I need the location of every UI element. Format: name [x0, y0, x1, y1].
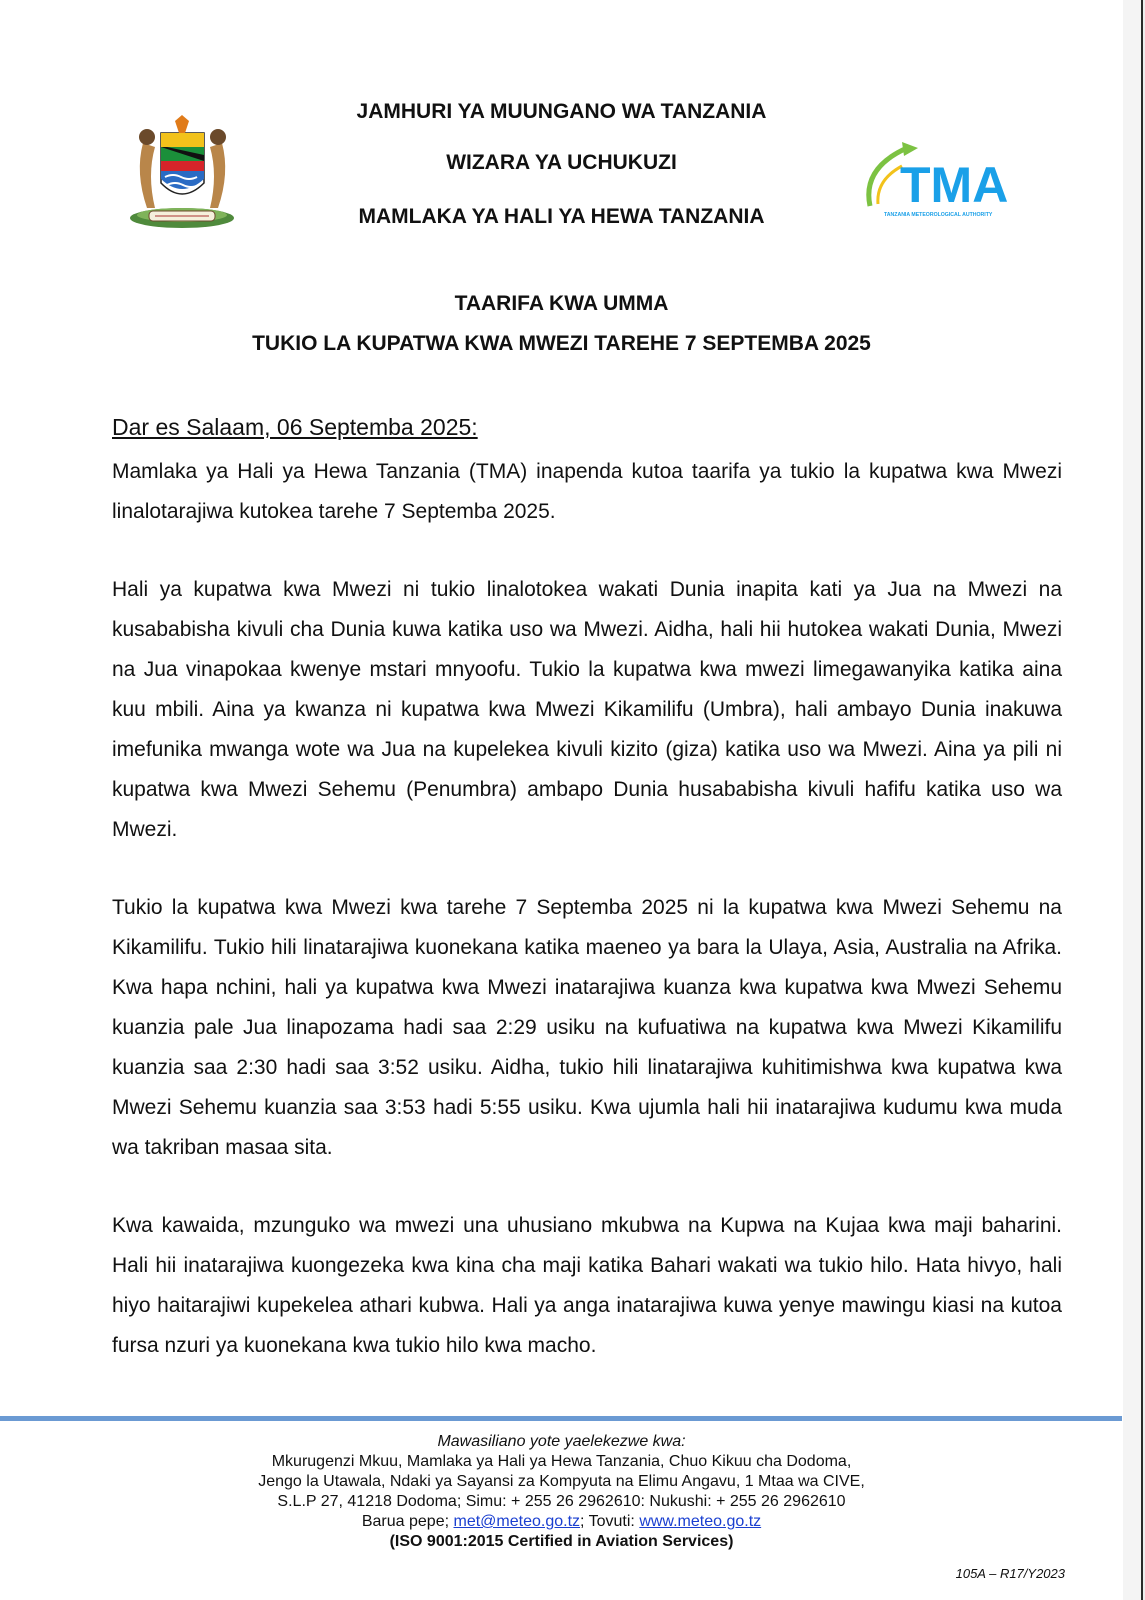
footer-lead: Mawasiliano yote yaelekezwe kwa: [437, 1433, 686, 1450]
footer-divider [0, 1416, 1122, 1421]
header-authority: MAMLAKA YA HALI YA HEWA TANZANIA [358, 205, 765, 228]
document-reference: 105A – R17/Y2023 [955, 1566, 1065, 1581]
paragraph-intro: Mamlaka ya Hali ya Hewa Tanzania (TMA) inapenda kutoa taarifa ya tukio la kupatwa kwa Mwezi linalotarajiwa kutokea tarehe 7 Septemba 2025. [112, 460, 1062, 523]
paragraph-tides-weather: Kwa kawaida, mzunguko wa mwezi una uhusiano mkubwa na Kupwa na Kujaa kwa maji baharini. Hali hii inatarajiwa kuongezeka kwa kina cha maji katika Bahari wakati wa tukio hilo. Hata hivyo, hali hiyo haitarajiwi kupekelea athari kubwa. Hali ya anga inatarajiwa kuwa yenye mawingu kiasi na kutoa fursa nzuri ya kuonekana kwa tukio hilo kwa macho. [112, 1214, 1062, 1357]
footer-address-line-1: Mkurugenzi Mkuu, Mamlaka ya Hali ya Hewa Tanzania, Chuo Kikuu cha Dodoma, [271, 1453, 852, 1470]
contact-footer [0, 1432, 1123, 1552]
press-release-body [112, 412, 1062, 1404]
footer-address-line-3: S.L.P 27, 41218 Dodoma; Simu: + 255 26 2962610: Nukushi: + 255 26 2962610 [277, 1493, 846, 1510]
page-edge [1123, 0, 1145, 1600]
document-subtitle: TUKIO LA KUPATWA KWA MWEZI TAREHE 7 SEPTEMBA 2025 [252, 332, 871, 355]
document-title: TAARIFA KWA UMMA [454, 292, 669, 315]
web-label: ; Tovuti: [580, 1513, 635, 1530]
header-republic: JAMHURI YA MUUNGANO WA TANZANIA [356, 100, 767, 123]
website-link[interactable]: www.meteo.go.tz [639, 1513, 762, 1530]
footer-contacts [0, 1512, 1123, 1532]
header-ministry: WIZARA YA UCHUKUZI [446, 151, 677, 174]
footer-address-line-2: Jengo la Utawala, Ndaki ya Sayansi za Kompyuta na Elimu Angavu, 1 Mtaa wa CIVE, [258, 1473, 865, 1490]
email-label: Barua pepe; [361, 1513, 450, 1530]
email-link[interactable]: met@meteo.go.tz [453, 1513, 581, 1530]
tma-logo-subtitle: TANZANIA METEOROLOGICAL AUTHORITY [884, 212, 993, 218]
iso-certification: (ISO 9001:2015 Certified in Aviation Services) [389, 1533, 734, 1550]
paragraph-event-details: Tukio la kupatwa kwa Mwezi kwa tarehe 7 Septemba 2025 ni la kupatwa kwa Mwezi Sehemu na Kikamilifu. Tukio hili linatarajiwa kuonekana katika maeneo ya bara la Ulaya, Asia, Australia na Afrika. Kwa hapa nchini, hali ya kupatwa kwa Mwezi inatarajiwa kuanza kwa kupatwa kwa Mwezi Sehemu kuanzia pale Jua linapozama hadi saa 2:29 usiku na kufuatiwa na kupatwa kwa Mwezi Kikamilifu kuanzia saa 2:30 hadi saa 3:52 usiku. Aidha, tukio hili linatarajiwa kuhitimishwa kwa kupatwa kwa Mwezi Sehemu kuanzia saa 3:53 hadi 5:55 usiku. Kwa ujumla hali hii inatarajiwa kudumu kwa muda wa takriban masaa sita. [112, 896, 1062, 1159]
paragraph-explanation: Hali ya kupatwa kwa Mwezi ni tukio linalotokea wakati Dunia inapita kati ya Jua na Mwezi na kusababisha kivuli cha Dunia kuwa katika uso wa Mwezi. Aidha, hali hii hutokea wakati Dunia, Mwezi na Jua vinapokaa kwenye mstari mnyoofu. Tukio la kupatwa kwa mwezi limegawanyika katika aina kuu mbili. Aina ya kwanza ni kupatwa kwa Mwezi Kikamilifu (Umbra), hali ambayo Dunia inakuwa imefunika mwanga wote wa Jua na kupelekea kivuli kizito (giza) katika uso wa Mwezi. Aina ya pili ni kupatwa kwa Mwezi Sehemu (Penumbra) ambapo Dunia husababisha kivuli hafifu katika uso wa Mwezi. [112, 578, 1062, 841]
tma-logo-text: TMA [900, 157, 1009, 213]
dateline: Dar es Salaam, 06 Septemba 2025: [112, 414, 478, 440]
